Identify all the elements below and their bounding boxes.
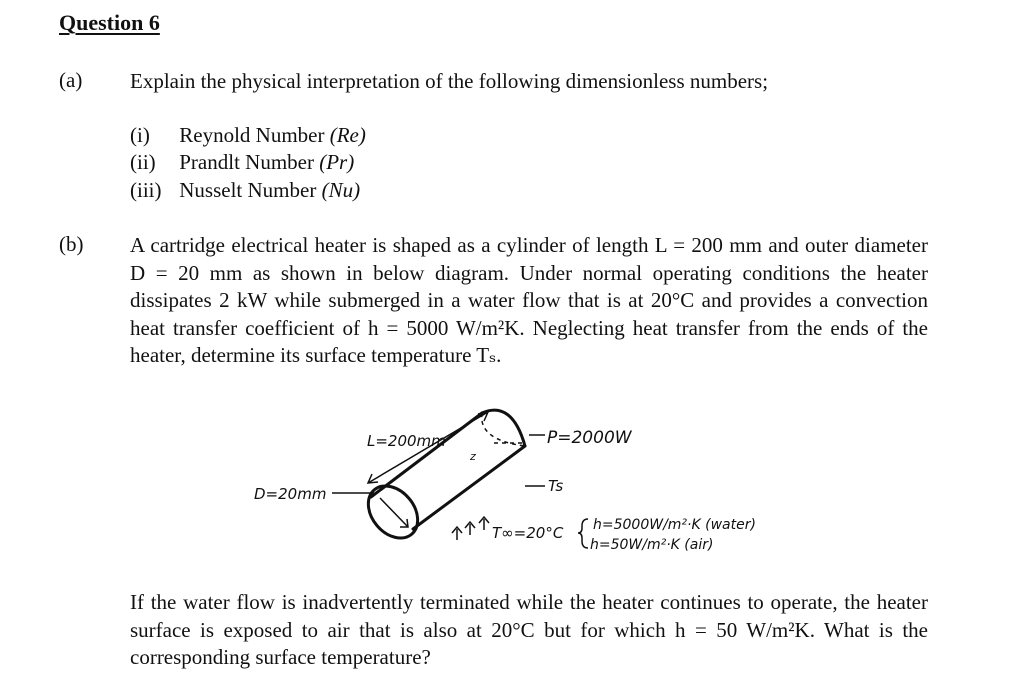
question-heading: Question 6: [59, 10, 160, 35]
item-symbol: (Re): [329, 123, 366, 147]
part-b-label: (b): [59, 232, 84, 256]
part-b-paragraph: A cartridge electrical heater is shaped as a cylinder of length L = 200 mm and outer diameter D = 20 mm as shown in below diagram. Under normal operating conditions the heater dissipates 2 kW while submerged in a water flow that is at 20°C and provides a convection heat transfer coefficient of h = 5000 W/m²K. Neglecting heat transfer from the ends of the heater, determine its surface temperature Tₛ.: [130, 233, 928, 367]
cylinder-bottom-edge: [413, 446, 525, 529]
surface-temp-label: Ts: [548, 477, 564, 495]
item-label: (iii): [130, 178, 162, 202]
h-brace: [578, 519, 588, 548]
part-a-prompt: Explain the physical interpretation of the following dimensionless numbers;: [130, 69, 769, 93]
part-b-followup: If the water flow is inadvertently terminated while the heater continues to operate, the heater surface is exposed to air that is also at 20°C but for which h = 50 W/m²K. What is the corresponding surface temperature?: [130, 590, 928, 669]
item-symbol: (Nu): [321, 178, 361, 202]
length-label: L=200mm: [367, 432, 446, 450]
power-label: P=2000W: [547, 428, 632, 448]
item-symbol: (Pr): [319, 150, 355, 174]
item-name: Reynold Number: [179, 123, 325, 147]
item-label: (ii): [130, 150, 156, 174]
ambient-temp-label: T∞=20°C: [492, 524, 564, 542]
diameter-line: [380, 498, 408, 527]
item-name: Nusselt Number: [179, 178, 317, 202]
part-a-label: (a): [59, 68, 83, 92]
h-water-label: h=5000W/m²·K (water): [593, 517, 756, 533]
item-name: Prandlt Number: [179, 150, 314, 174]
item-label: (i): [130, 123, 150, 147]
h-air-label: h=50W/m²·K (air): [590, 537, 714, 553]
axis-mark: z: [470, 450, 476, 463]
cylinder-back-end: [482, 410, 525, 446]
diameter-label: D=20mm: [254, 485, 327, 503]
